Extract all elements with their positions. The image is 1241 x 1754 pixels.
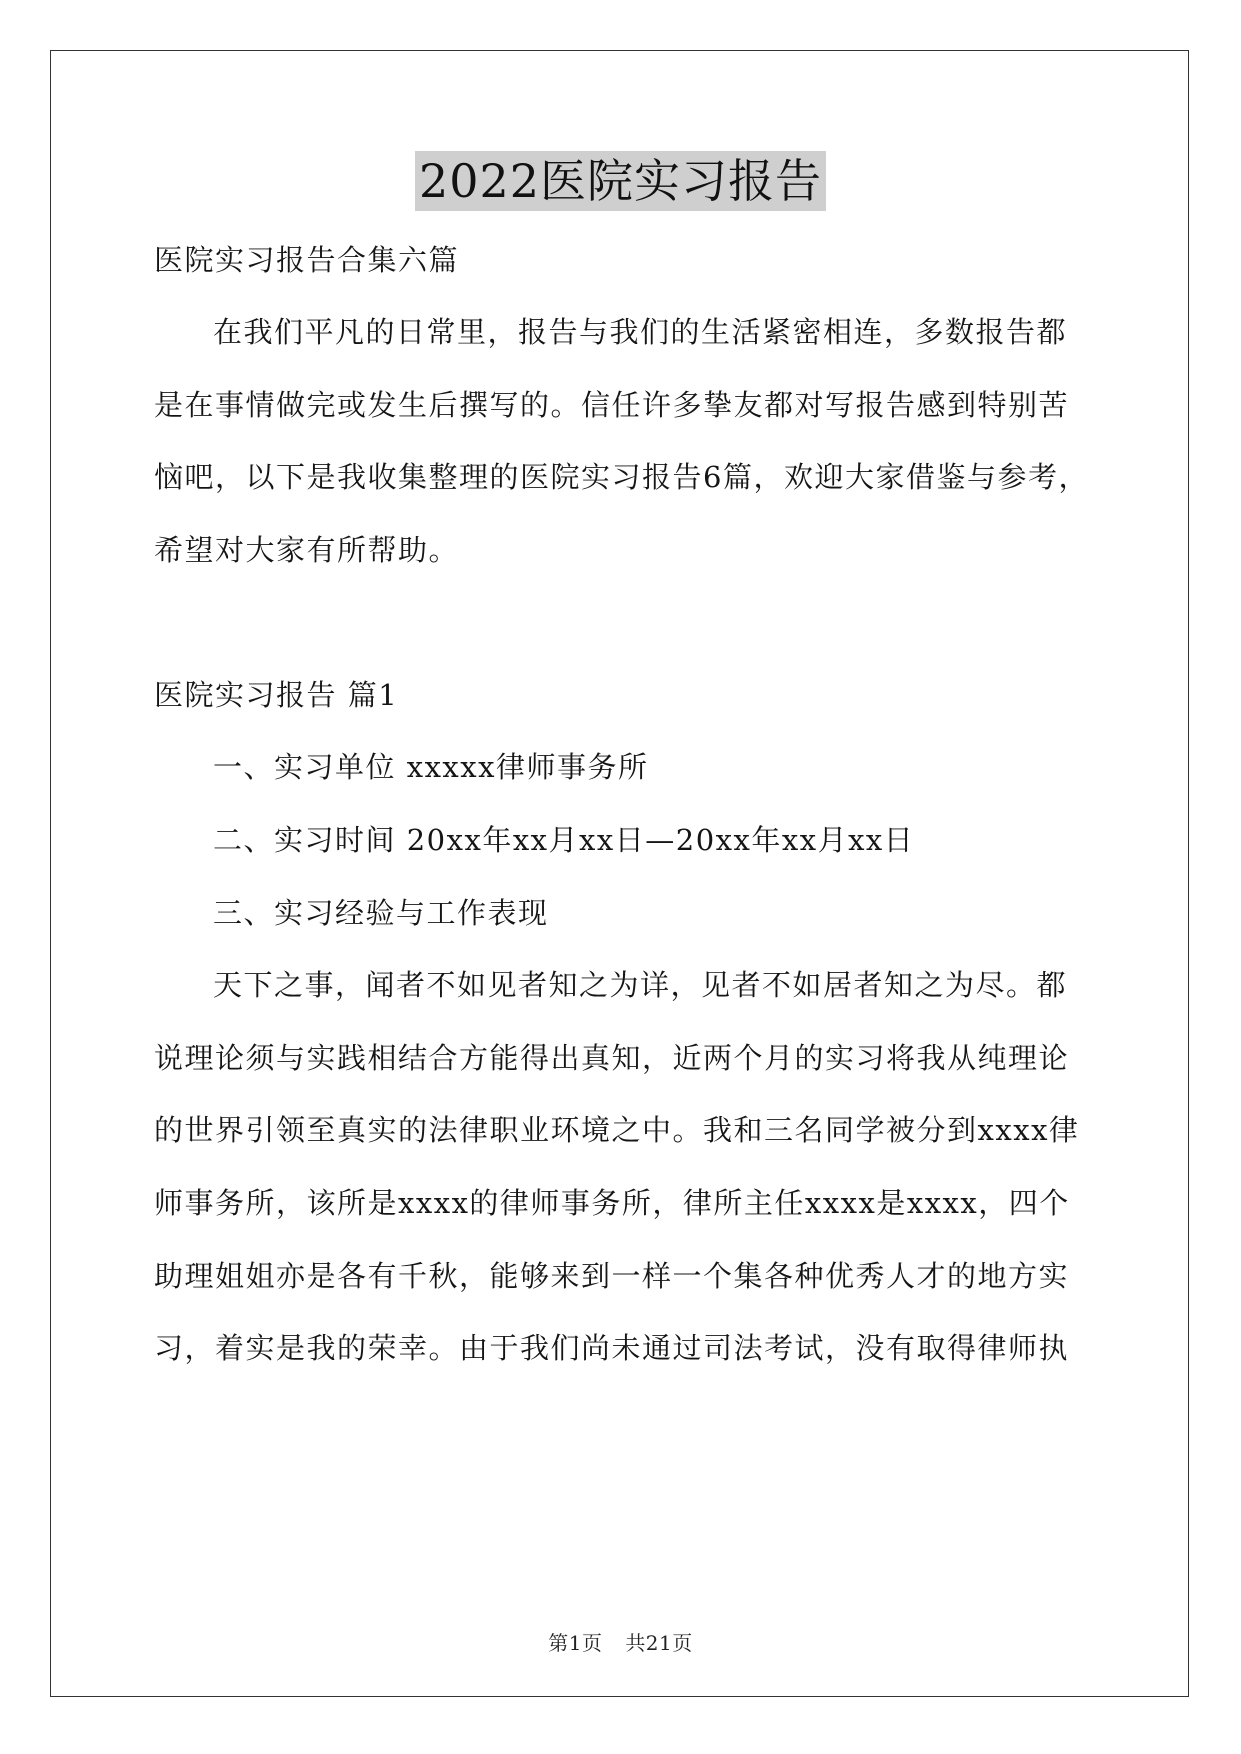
document-title: 2022医院实习报告	[415, 151, 826, 211]
body-line: 说理论须与实践相结合方能得出真知，近两个月的实习将我从纯理论	[154, 1041, 1070, 1075]
body-line: 师事务所，该所是xxxx的律师事务所，律所主任xxxx是xxxx，四个	[154, 1186, 1070, 1220]
intro-line: 是在事情做完或发生后撰写的。信任许多挚友都对写报告感到特别苦	[154, 388, 1070, 422]
page-border	[50, 50, 1189, 1697]
body-line: 助理姐姐亦是各有千秋，能够来到一样一个集各种优秀人才的地方实	[154, 1259, 1070, 1293]
item-line: 二、实习时间 20xx年xx月xx日—20xx年xx月xx日	[213, 823, 915, 857]
collection-heading: 医院实习报告合集六篇	[154, 243, 460, 277]
item-line: 三、实习经验与工作表现	[213, 896, 549, 930]
body-line: 的世界引领至真实的法律职业环境之中。我和三名同学被分到xxxx律	[154, 1113, 1080, 1147]
body-line: 习，着实是我的荣幸。由于我们尚未通过司法考试，没有取得律师执	[154, 1331, 1070, 1365]
intro-line: 在我们平凡的日常里，报告与我们的生活紧密相连，多数报告都	[213, 315, 1068, 349]
page-total: 共21页	[625, 1631, 693, 1655]
title-wrap	[0, 151, 1241, 211]
intro-line: 恼吧，以下是我收集整理的医院实习报告6篇，欢迎大家借鉴与参考，	[154, 460, 1089, 494]
page-footer	[0, 1631, 1241, 1655]
body-line: 天下之事，闻者不如见者知之为详，见者不如居者知之为尽。都	[213, 968, 1068, 1002]
section-heading: 医院实习报告 篇1	[154, 678, 399, 712]
item-line: 一、实习单位 xxxxx律师事务所	[213, 750, 649, 784]
intro-line: 希望对大家有所帮助。	[154, 533, 460, 567]
page-number: 第1页	[548, 1631, 603, 1655]
